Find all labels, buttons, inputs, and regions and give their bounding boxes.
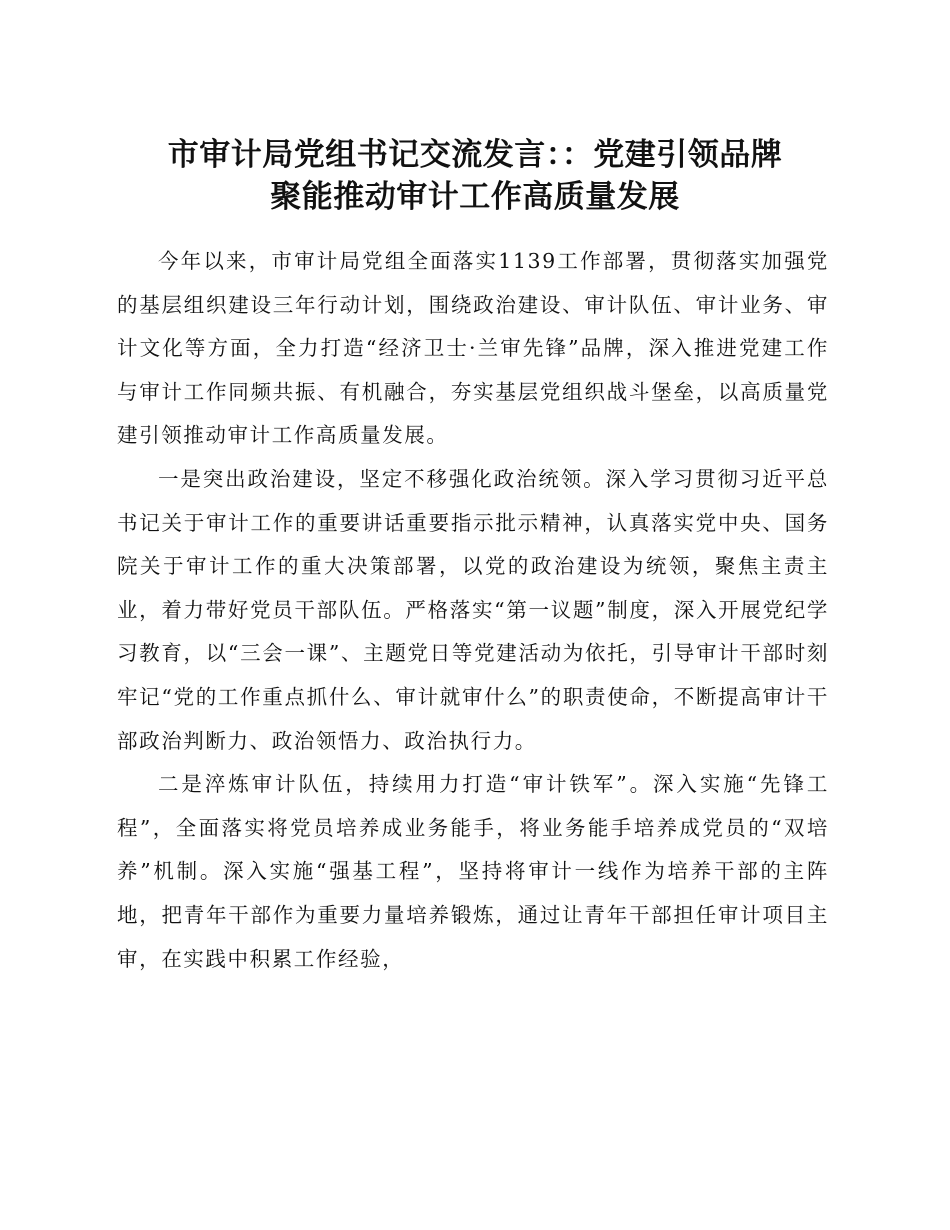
title-line-1: 市审计局党组书记交流发言：：党建引领品牌: [167, 137, 783, 173]
title-line-2: 聚能推动审计工作高质量发展: [270, 179, 680, 215]
document-title: [110, 134, 840, 218]
paragraph-audit-team: 二是淬炼审计队伍，持续用力打造“审计铁军”。深入实施“先锋工程”，全面落实将党员培养成业务能手，将业务能手培养成党员的“双培养”机制。深入实施“强基工程”，坚持将审计一线作为培养干部的主阵地，把青年干部作为重要力量培养锻炼，通过让青年干部担任审计项目主审，在实践中积累工作经验，: [117, 772, 829, 971]
paragraph-political-building: 一是突出政治建设，坚定不移强化政治统领。深入学习贯彻习近平总书记关于审计工作的重要讲话重要指示批示精神，认真落实党中央、国务院关于审计工作的重大决策部署，以党的政治建设为统领，聚焦主责主业，着力带好党员干部队伍。严格落实“第一议题”制度，深入开展党纪学习教育，以“三会一课”、主题党日等党建活动为依托，引导审计干部时刻牢记“党的工作重点抓什么、审计就审什么”的职责使命，不断提高审计干部政治判断力、政治领悟力、政治执行力。: [117, 466, 829, 753]
document-body: [117, 240, 829, 981]
paragraph-intro: 今年以来，市审计局党组全面落实1139工作部署，贯彻落实加强党的基层组织建设三年行动计划，围绕政治建设、审计队伍、审计业务、审计文化等方面，全力打造“经济卫士·兰审先锋”品牌，深入推进党建工作与审计工作同频共振、有机融合，夯实基层党组织战斗堡垒，以高质量党建引领推动审计工作高质量发展。: [117, 249, 829, 448]
